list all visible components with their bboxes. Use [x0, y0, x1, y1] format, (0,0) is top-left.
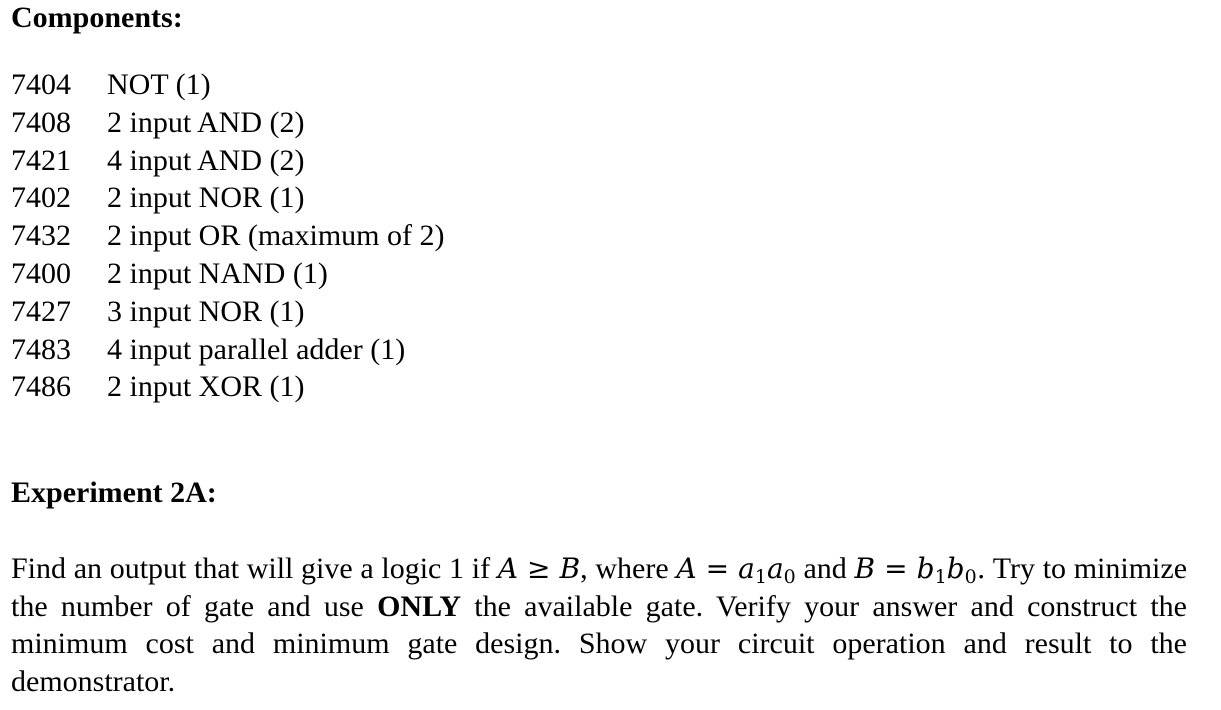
component-description: 2 input AND (2): [107, 105, 305, 139]
component-code: 7400: [11, 256, 71, 290]
math-b-mid: b: [946, 552, 965, 585]
math-a-text: A = a: [676, 552, 755, 585]
component-description: 4 input parallel adder (1): [107, 332, 406, 366]
math-period: .: [976, 552, 986, 585]
component-code: 7408: [11, 105, 71, 139]
component-row: [11, 142, 444, 180]
component-description: 2 input NOR (1): [107, 181, 305, 215]
component-description: 4 input AND (2): [107, 143, 305, 177]
component-row: [11, 217, 444, 255]
math-b-text: B = b: [854, 552, 935, 585]
math-a-mid: a: [766, 552, 784, 585]
component-code: 7421: [11, 143, 71, 177]
paragraph-text: Try to minimize the number of gate and use: [11, 552, 1188, 623]
paragraph-text: the available gate. Verify your answer and construct the minimum cost and minimum gate design. Show your circuit operation and result to the demonstrator.: [11, 589, 1187, 698]
component-code: 7483: [11, 332, 71, 366]
paragraph-text: , where: [580, 552, 677, 585]
component-code: 7404: [11, 68, 71, 101]
component-row: [11, 293, 444, 331]
component-row: [11, 331, 444, 369]
experiment-heading: Experiment 2A:: [11, 476, 217, 509]
component-row: [11, 104, 444, 142]
paragraph-text: and: [795, 552, 855, 585]
component-description: 3 input NOR (1): [107, 294, 305, 328]
math-b-subscript-0: 0: [964, 566, 977, 588]
math-condition: A ≥ B: [497, 552, 581, 585]
component-row: [11, 66, 444, 104]
component-row: [11, 368, 444, 406]
math-a-subscript-0: 0: [783, 566, 796, 588]
paragraph-text: Find an output that will give a logic 1 if: [11, 552, 498, 585]
component-code: 7402: [11, 181, 71, 215]
experiment-paragraph: [11, 550, 1187, 700]
component-code: 7432: [11, 219, 71, 253]
math-a-definition: [676, 552, 796, 588]
emphasis-only: ONLY: [377, 589, 461, 623]
components-heading: Components:: [11, 1, 183, 34]
component-code: 7486: [11, 370, 71, 404]
components-list: [11, 66, 444, 406]
math-b-subscript-1: 1: [934, 566, 947, 588]
component-description: 2 input OR (maximum of 2): [107, 219, 445, 253]
math-b-definition: [854, 552, 986, 588]
component-description: 2 input NAND (1): [107, 256, 328, 290]
math-a-subscript-1: 1: [754, 566, 767, 588]
component-description: NOT (1): [107, 68, 211, 101]
component-code: 7427: [11, 294, 71, 328]
component-description: 2 input XOR (1): [107, 370, 305, 404]
component-row: [11, 179, 444, 217]
component-row: [11, 255, 444, 293]
